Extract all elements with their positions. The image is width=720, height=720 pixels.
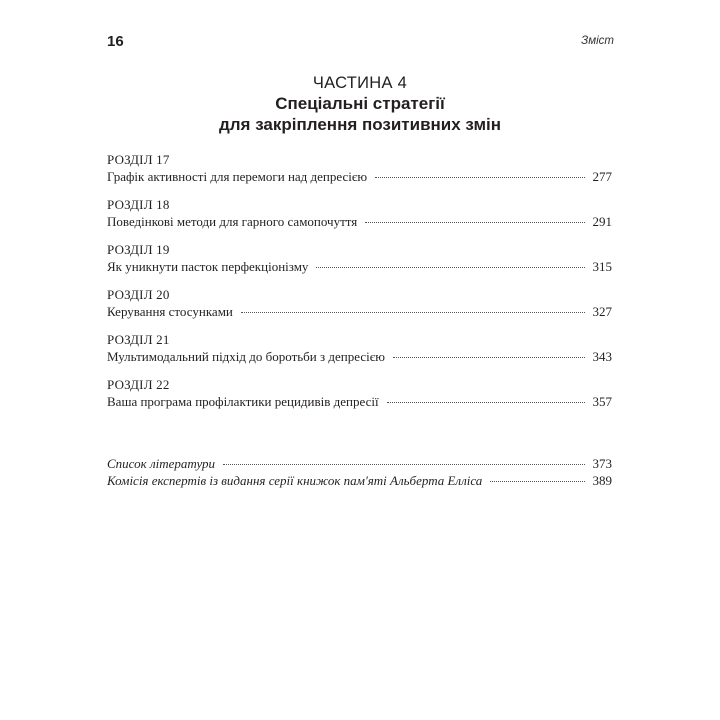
- toc-entry-chapter-17[interactable]: [107, 152, 612, 185]
- running-head: Зміст: [581, 35, 614, 47]
- toc-entry-chapter-22[interactable]: [107, 377, 612, 410]
- part-heading: [107, 73, 613, 135]
- chapter-title: Ваша програма профілактики рецидивів депресії: [107, 394, 379, 409]
- dot-leader: [375, 177, 584, 178]
- chapter-title: Мультимодальний підхід до боротьби з депресією: [107, 349, 386, 364]
- toc-entry-expert-commission[interactable]: [107, 472, 612, 489]
- backmatter-title: Список літератури: [107, 456, 216, 471]
- dot-leader: [316, 267, 584, 268]
- dot-leader: [387, 402, 585, 403]
- page-ref: 343: [592, 349, 612, 364]
- toc-line: [107, 168, 612, 185]
- chapter-label: РОЗДІЛ 19: [107, 242, 170, 257]
- toc-entry-references[interactable]: [107, 455, 612, 472]
- page-ref: 373: [592, 456, 612, 471]
- page-ref: 291: [592, 214, 612, 229]
- chapter-title: Як уникнути пасток перфекціонізму: [107, 259, 309, 274]
- chapter-title: Поведінкові методи для гарного самопочуття: [107, 214, 358, 229]
- chapter-label: РОЗДІЛ 18: [107, 197, 170, 212]
- backmatter-list: [107, 455, 612, 489]
- page-ref: 389: [592, 473, 612, 488]
- part-label: ЧАСТИНА 4: [312, 74, 408, 92]
- toc-line: [107, 303, 612, 320]
- dot-leader: [490, 481, 584, 482]
- dot-leader: [365, 222, 584, 223]
- toc-line: [107, 258, 612, 275]
- toc-entry-chapter-21[interactable]: [107, 332, 612, 365]
- toc-entry-chapter-20[interactable]: [107, 287, 612, 320]
- chapter-label: РОЗДІЛ 20: [107, 287, 170, 302]
- chapter-label: РОЗДІЛ 21: [107, 332, 170, 347]
- page-ref: 327: [592, 304, 612, 319]
- toc-line: [107, 393, 612, 410]
- part-title-line-2: для закріплення позитивних змін: [218, 115, 502, 134]
- table-of-contents: [107, 152, 612, 422]
- page-number: 16: [107, 33, 124, 50]
- chapter-title: Графік активності для перемоги над депресією: [107, 169, 368, 184]
- toc-line: [107, 213, 612, 230]
- chapter-title: Керування стосунками: [107, 304, 233, 319]
- toc-entry-chapter-19[interactable]: [107, 242, 612, 275]
- dot-leader: [223, 464, 584, 465]
- chapter-label: РОЗДІЛ 17: [107, 152, 170, 167]
- toc-entry-chapter-18[interactable]: [107, 197, 612, 230]
- dot-leader: [241, 312, 585, 313]
- part-title-line-1: Спеціальні стратегії: [275, 94, 445, 113]
- page-ref: 277: [592, 169, 612, 184]
- page-ref: 357: [592, 394, 612, 409]
- page-ref: 315: [592, 259, 612, 274]
- chapter-label: РОЗДІЛ 22: [107, 377, 170, 392]
- backmatter-title: Комісія експертів із видання серії книжок пам'яті Альберта Елліса: [107, 473, 483, 488]
- toc-line: [107, 348, 612, 365]
- dot-leader: [393, 357, 584, 358]
